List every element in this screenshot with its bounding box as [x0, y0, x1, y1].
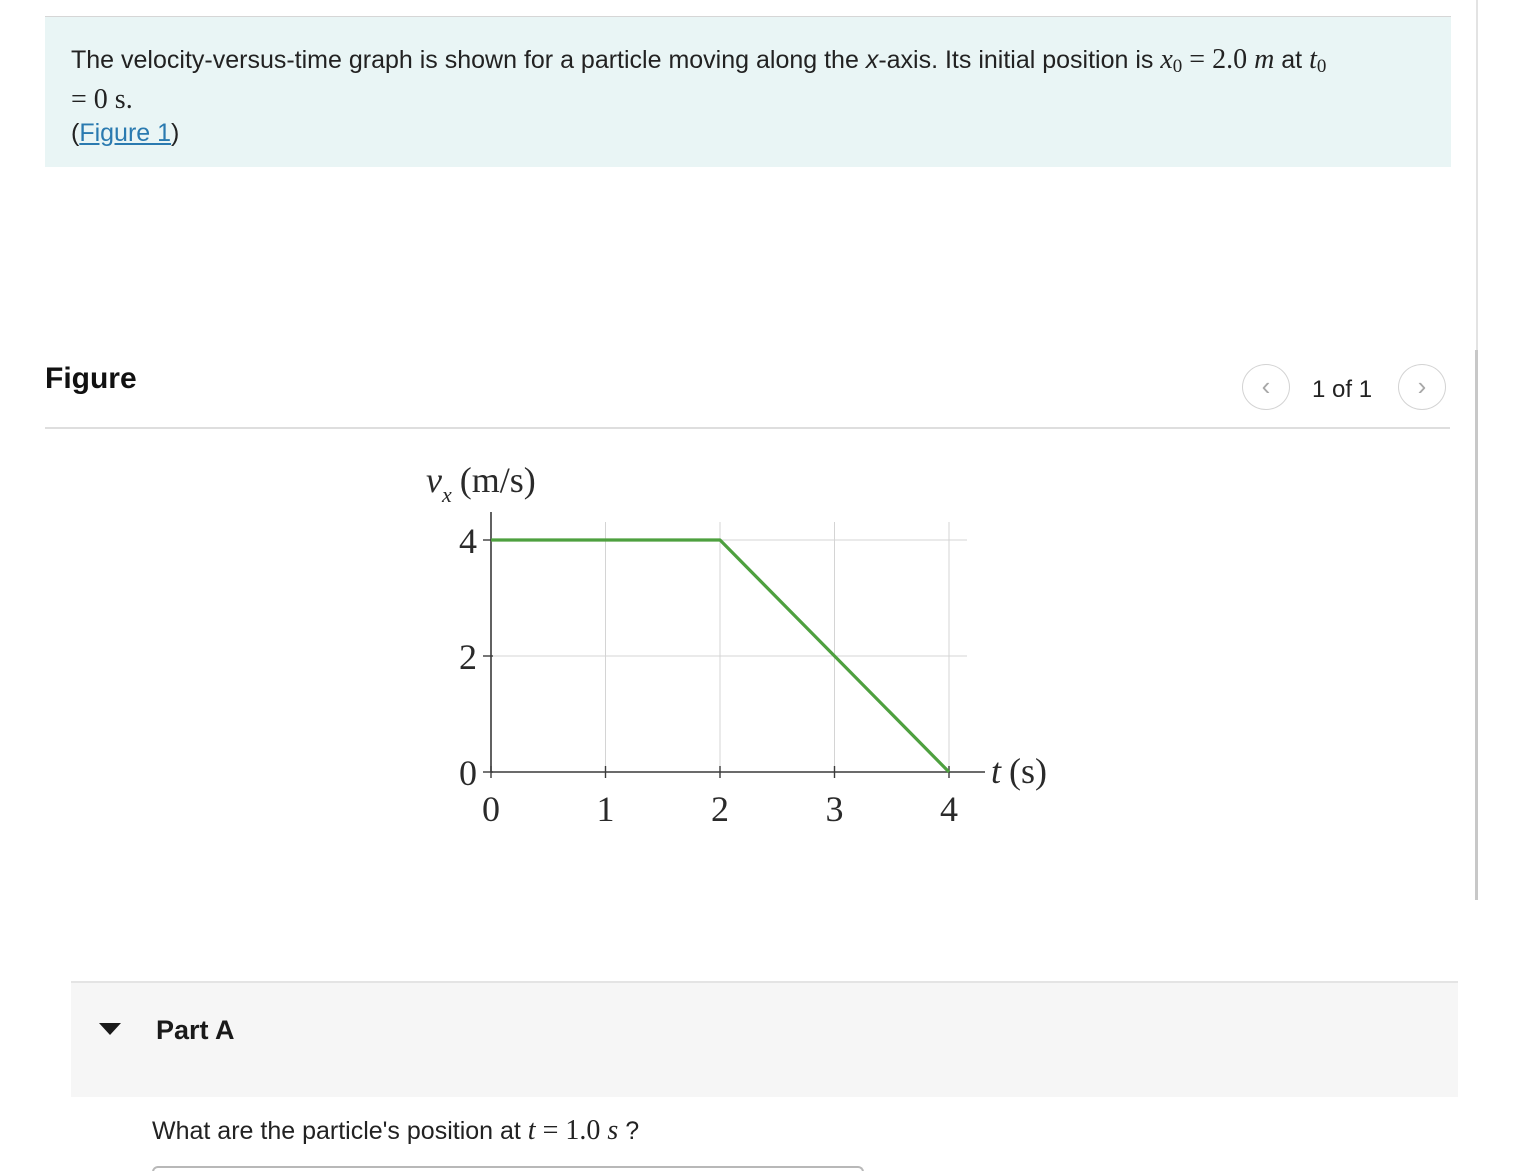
y-axis-label-subscript: x: [441, 482, 452, 507]
question-time-unit: s: [607, 1115, 619, 1146]
question-time-variable: t: [527, 1115, 536, 1146]
x-tick-label: 3: [825, 789, 844, 829]
answer-input-box[interactable]: [152, 1166, 864, 1171]
figure-divider: [45, 427, 1450, 429]
part-a-title: Part A: [156, 1015, 235, 1045]
x-axis-label-var: t: [991, 751, 1002, 791]
scrollbar-track[interactable]: [1475, 350, 1478, 900]
figure-heading: Figure: [45, 362, 137, 395]
y-tick-label: 0: [459, 753, 477, 793]
part-a-header[interactable]: [71, 981, 1458, 1097]
problem-intro-text: [71, 43, 1431, 150]
y-axis-label-var: v: [426, 460, 442, 500]
x0-unit: m: [1254, 44, 1275, 75]
t0-value: = 0 s.: [71, 84, 133, 115]
problem-intro-box: [45, 17, 1451, 167]
right-panel-border: [1476, 0, 1478, 350]
paren-open: (: [71, 119, 80, 147]
intro-text-part: -axis. Its initial position is: [878, 46, 1161, 74]
y-tick-label: 2: [459, 637, 477, 677]
x-tick-label: 4: [940, 789, 958, 829]
paren-close: ): [171, 119, 180, 147]
velocity-time-chart: [400, 450, 1100, 850]
x-axis-label: [991, 751, 1047, 791]
pager-count: 1 of 1: [1312, 376, 1373, 403]
question-time-value: = 1.0: [535, 1115, 608, 1146]
t0-variable: t: [1309, 44, 1317, 75]
x0-subscript: 0: [1172, 56, 1183, 77]
x-axis-variable: x: [865, 46, 879, 74]
x-tick-label: 0: [482, 789, 500, 829]
question-time-expression: [528, 1115, 618, 1146]
x0-variable: x: [1160, 44, 1173, 75]
t0-subscript: 0: [1316, 56, 1327, 77]
caret-down-icon[interactable]: [99, 1023, 121, 1035]
chevron-right-icon[interactable]: ›: [1398, 364, 1446, 410]
x0-value: = 2.0: [1182, 44, 1255, 75]
x-axis-label-unit: (s): [1009, 751, 1048, 791]
y-tick-label: 4: [459, 521, 477, 561]
chevron-left-icon[interactable]: ‹: [1242, 364, 1290, 410]
initial-position-expression: [1160, 44, 1274, 75]
figure-1-link[interactable]: Figure 1: [79, 119, 172, 147]
x-tick-label: 1: [596, 789, 615, 829]
question-prefix: What are the particle's position at: [152, 1117, 528, 1145]
intro-text-part: at: [1274, 46, 1310, 74]
intro-text-part: The velocity-versus-time graph is shown for a particle moving along the: [71, 46, 866, 74]
question-suffix: ?: [618, 1117, 640, 1145]
figure-pager: [1240, 364, 1452, 414]
x-tick-label: 2: [711, 789, 729, 829]
y-axis-label-unit: (m/s): [459, 460, 536, 500]
y-axis-label: [426, 460, 536, 507]
question-text: [152, 1115, 639, 1147]
